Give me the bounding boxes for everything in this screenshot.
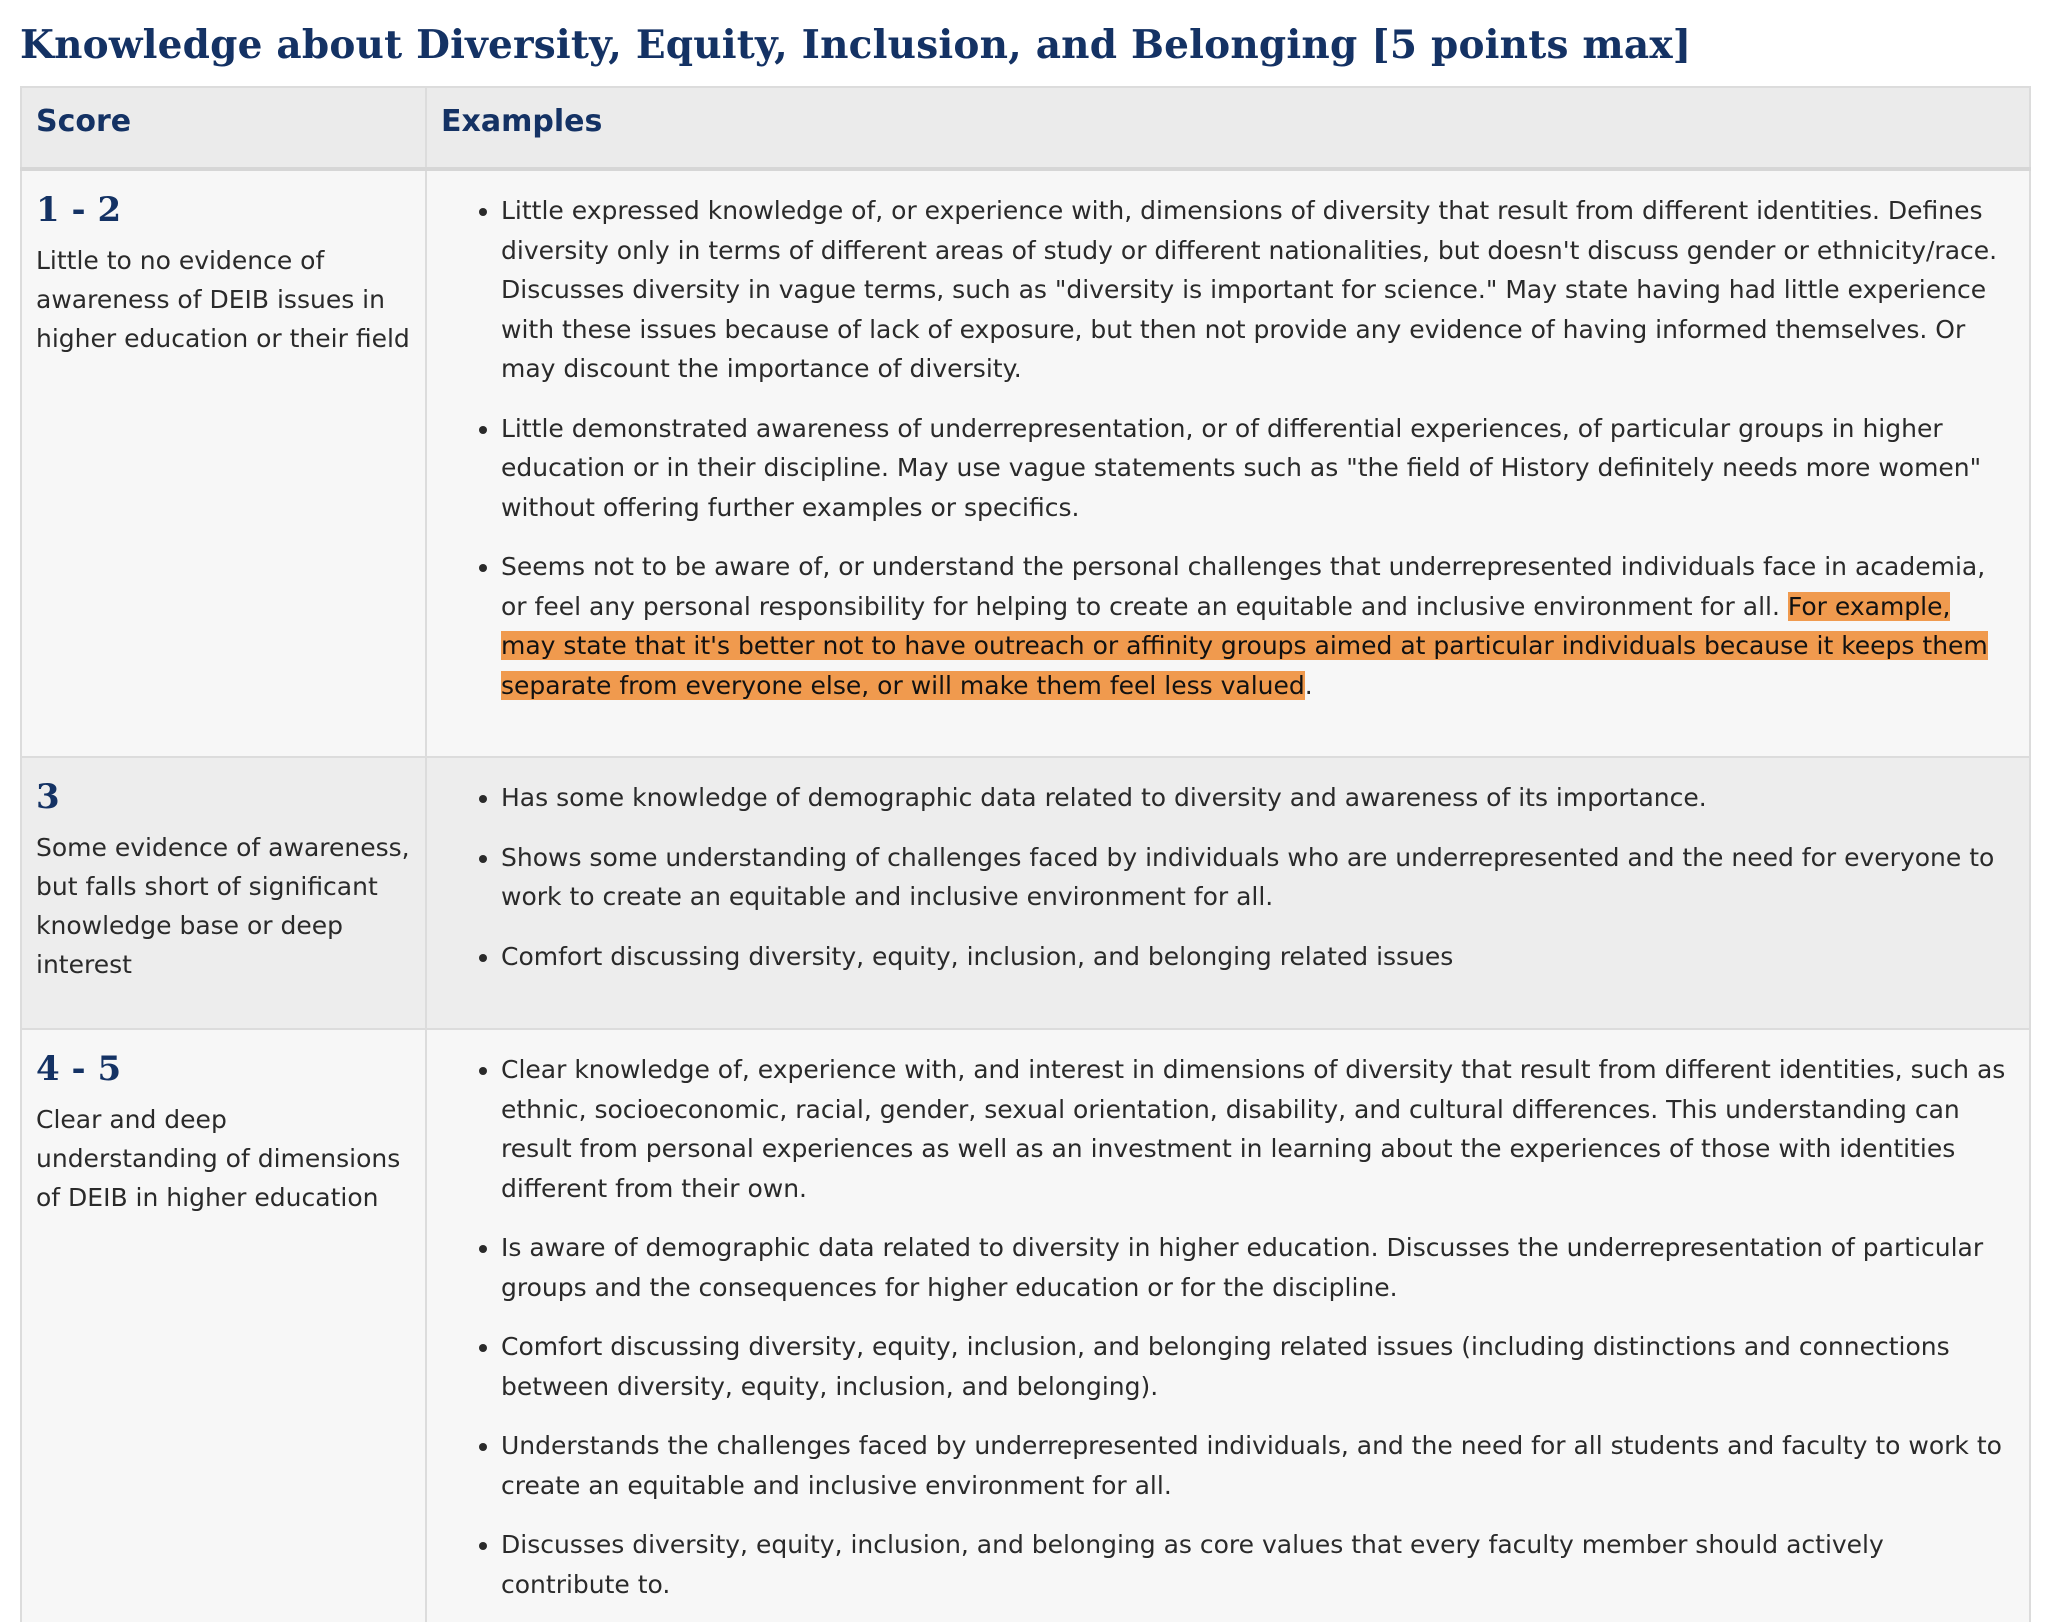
examples-list bbox=[441, 1050, 2009, 1604]
table-row bbox=[21, 757, 2030, 1029]
list-item: • Little expressed knowledge of, or experience with, dimensions of diversity that result from different identities. Defines diversity only in terms of different areas of study or different nationalities, but doesn't discuss gender or ethnicity/race. Discusses diversity in vague terms, such as "diversity is important for science." May state having had little experience with these issues because of lack of exposure, but then not provide any evidence of having informed themselves. Or may discount the importance of diversity. bbox=[501, 191, 2009, 389]
page-title: Knowledge about Diversity, Equity, Inclusion, and Belonging [5 points max] bbox=[20, 22, 1692, 68]
highlighted-text: For example, may state that it's better not to have outreach or affinity groups aimed at particular individuals because it keeps them separate from everyone else, or will make them feel less valued bbox=[501, 591, 1988, 700]
examples-list bbox=[441, 191, 2009, 705]
examples-cell bbox=[426, 169, 2030, 757]
score-value: 1 - 2 bbox=[36, 190, 122, 230]
score-cell bbox=[21, 169, 426, 757]
list-item: • Little demonstrated awareness of underrepresentation, or of differential experiences, of particular groups in higher education or in their discipline. May use vague statements such as "the field of History definitely needs more women" without offering further examples or specifics. bbox=[501, 409, 2009, 528]
list-item bbox=[501, 547, 2009, 705]
score-column-header: Score bbox=[21, 87, 426, 169]
score-cell bbox=[21, 1029, 426, 1622]
table-header-row bbox=[21, 87, 2030, 169]
table-row bbox=[21, 169, 2030, 757]
examples-cell bbox=[426, 757, 2030, 1029]
score-value: 4 - 5 bbox=[36, 1049, 122, 1089]
list-item: • Discusses diversity, equity, inclusion, and belonging as core values that every faculty member should actively contribute to. bbox=[501, 1525, 2009, 1604]
list-item: • Shows some understanding of challenges faced by individuals who are underrepresented and the need for everyone to work to create an equitable and inclusive environment for all. bbox=[501, 838, 2009, 917]
score-description: Some evidence of awareness, but falls short of significant knowledge base or deep interest bbox=[36, 833, 410, 979]
example-text-end: . bbox=[1304, 670, 1313, 700]
examples-cell bbox=[426, 1029, 2030, 1622]
examples-column-header: Examples bbox=[426, 87, 2030, 169]
score-value: 3 bbox=[36, 777, 60, 817]
table-row bbox=[21, 1029, 2030, 1622]
list-item: • Understands the challenges faced by underrepresented individuals, and the need for all students and faculty to work to create an equitable and inclusive environment for all. bbox=[501, 1426, 2009, 1505]
score-cell bbox=[21, 757, 426, 1029]
rubric-table bbox=[20, 86, 2031, 1622]
example-text: Seems not to be aware of, or understand the personal challenges that underrepresented individuals face in academia, or feel any personal responsibility for helping to create an equitable and inclusive environment for all. bbox=[501, 552, 1986, 621]
list-item: • Is aware of demographic data related to diversity in higher education. Discusses the underrepresentation of particular groups and the consequences for higher education or for the discipline. bbox=[501, 1228, 2009, 1307]
list-item: • Clear knowledge of, experience with, and interest in dimensions of diversity that result from different identities, such as ethnic, socioeconomic, racial, gender, sexual orientation, disability, and cultural differences. This understanding can result from personal experiences as well as an investment in learning about the experiences of those with identities different from their own. bbox=[501, 1050, 2009, 1208]
list-item: • Has some knowledge of demographic data related to diversity and awareness of its importance. bbox=[501, 778, 2009, 818]
list-item: • Comfort discussing diversity, equity, inclusion, and belonging related issues bbox=[501, 937, 2009, 977]
score-description: Little to no evidence of awareness of DEIB issues in higher education or their field bbox=[36, 246, 410, 353]
examples-list bbox=[441, 778, 2009, 976]
list-item: • Comfort discussing diversity, equity, inclusion, and belonging related issues (including distinctions and connections between diversity, equity, inclusion, and belonging). bbox=[501, 1327, 2009, 1406]
score-description: Clear and deep understanding of dimensions of DEIB in higher education bbox=[36, 1105, 401, 1212]
